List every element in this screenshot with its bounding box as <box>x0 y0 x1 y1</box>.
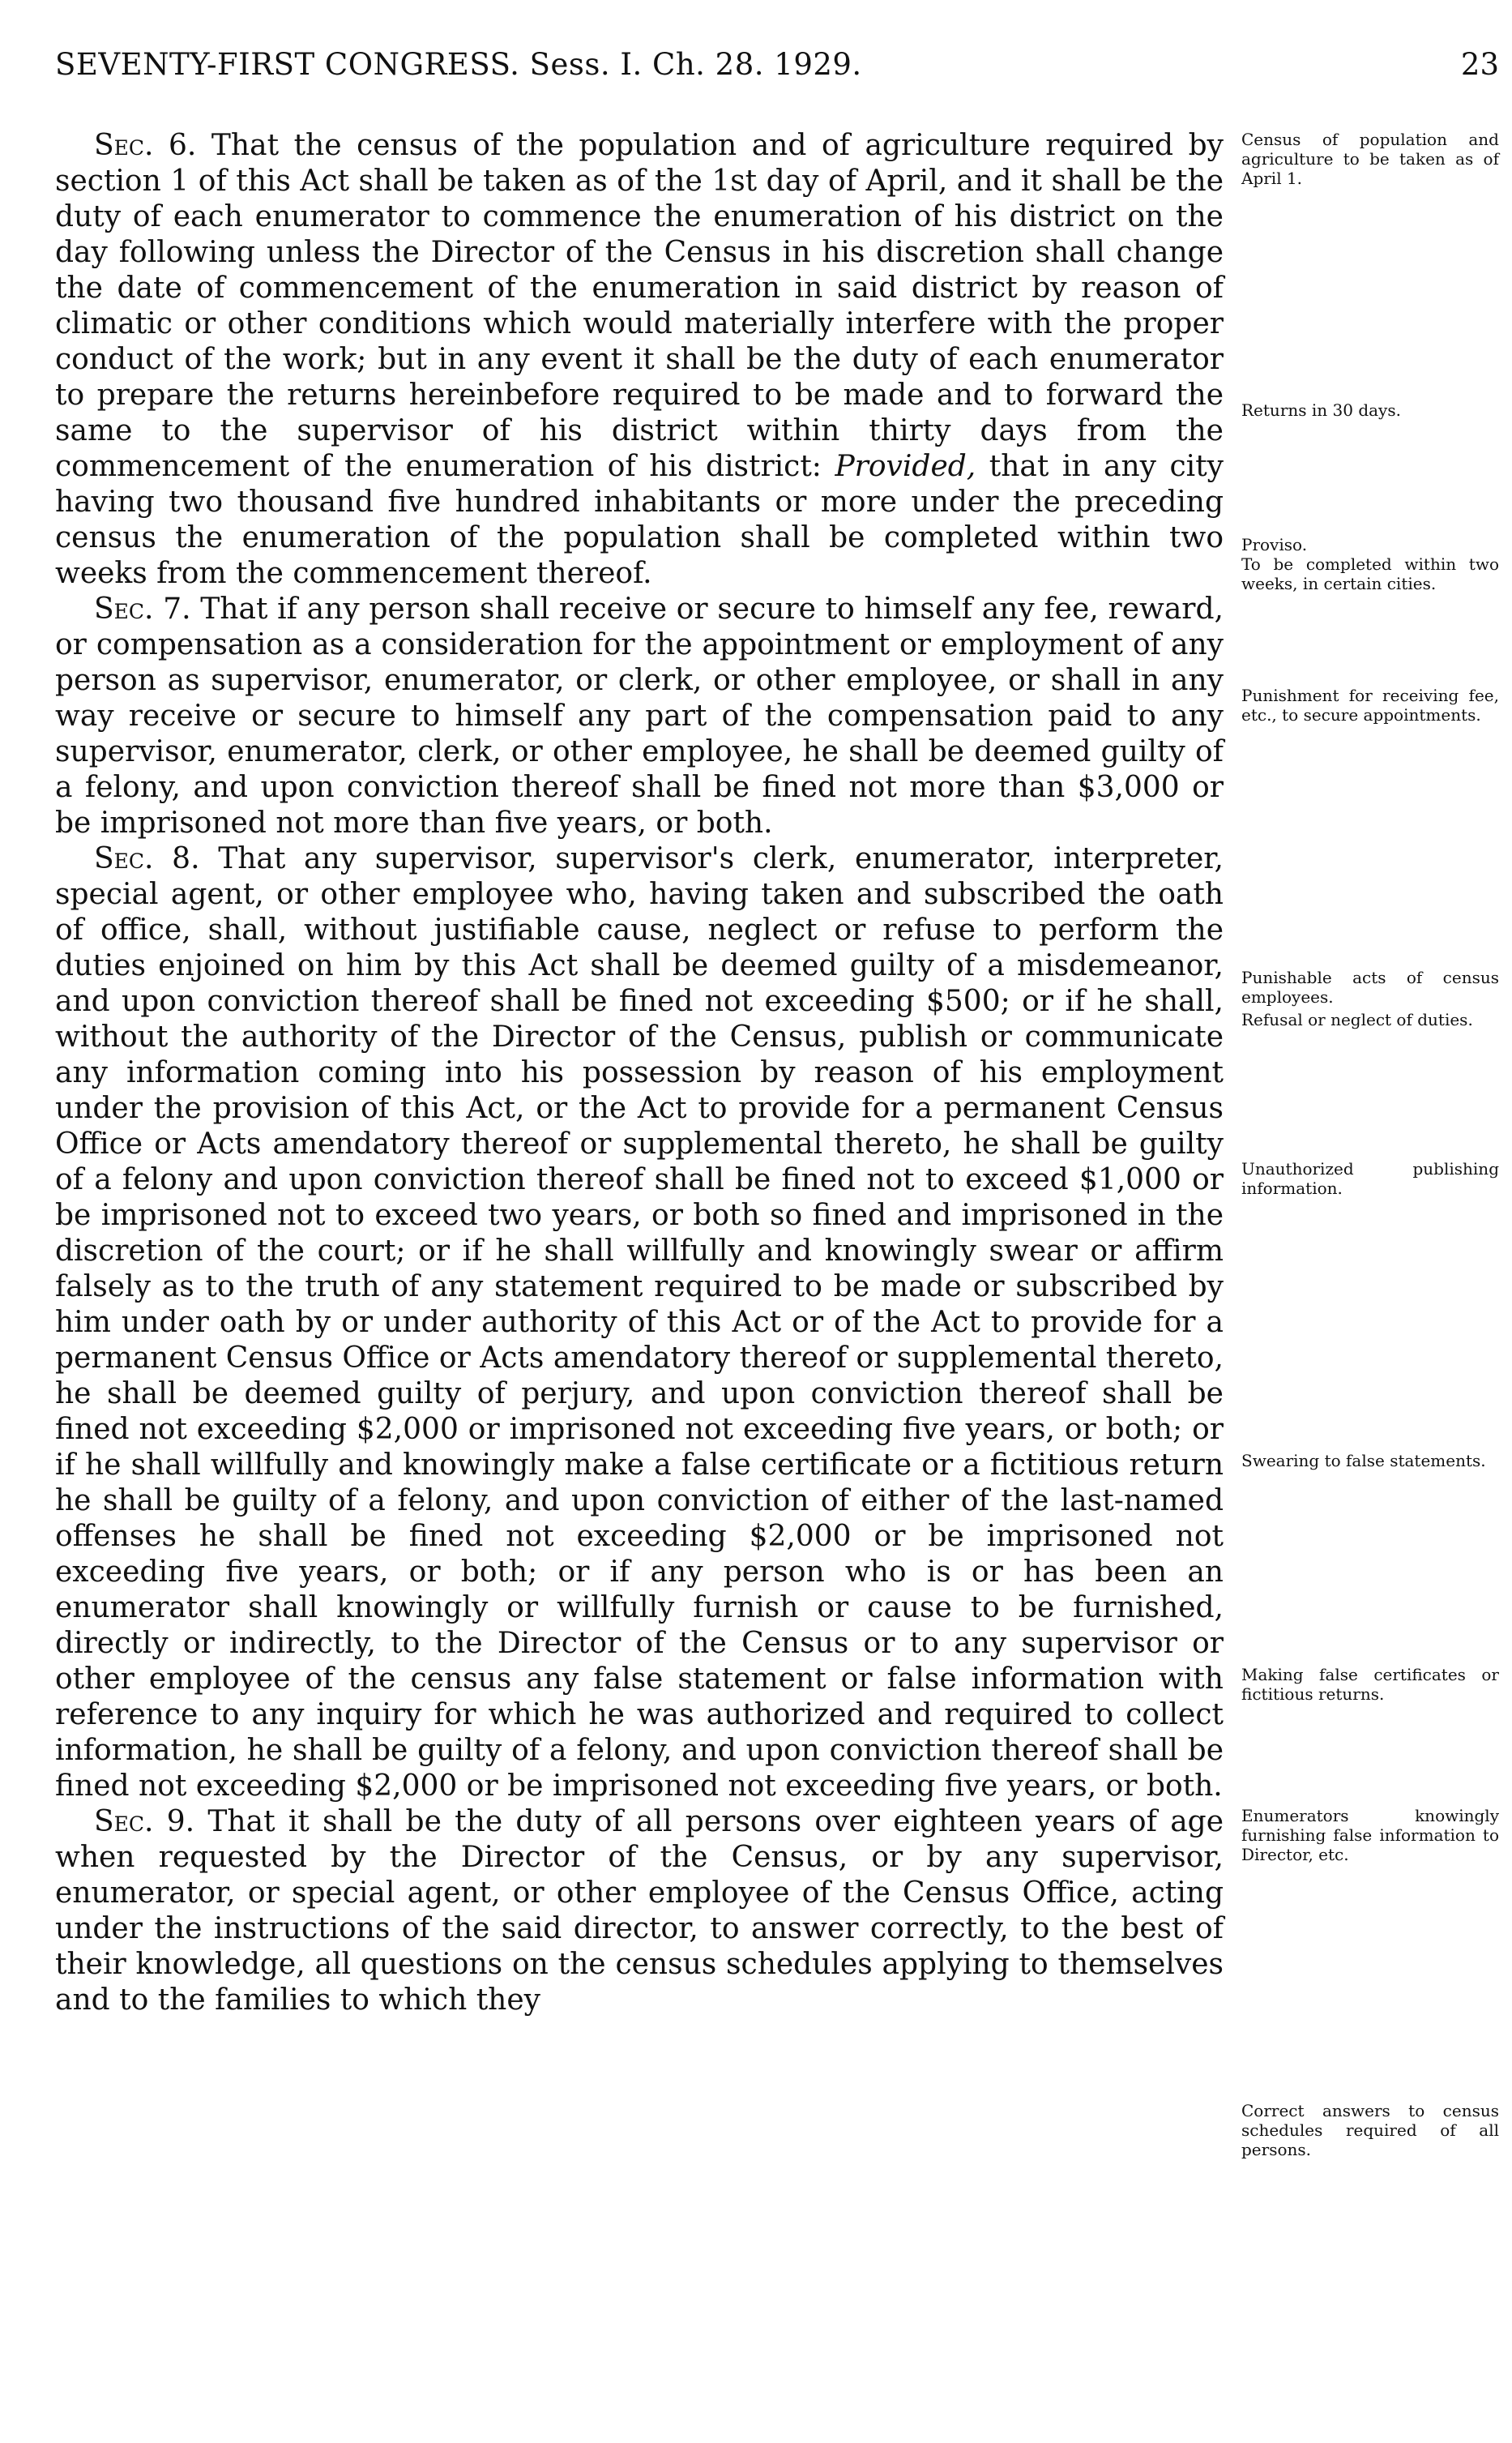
sidenote-returns: Returns in 30 days. <box>1241 400 1401 420</box>
sidenote-proviso-label: Proviso. <box>1241 535 1308 554</box>
section-text: That it shall be the duty of all persons over eighteen years of age when requested by the Director of the Census, or by any supervisor, enumerator, or special agent, or other employee of the Census Office, acting under the instructions of the said director, to answer correctly, to the best of their knowledge, all questions on the census schedules applying to themselves and to the families to which they <box>55 1805 1224 2017</box>
sidenote-unauthorized: Unauthorized publishing information. <box>1241 1159 1499 1198</box>
sidenote-refusal: Refusal or neglect of duties. <box>1241 1010 1473 1029</box>
section-number: Sec. 8. <box>94 842 200 875</box>
sidenote-punishable-acts: Punishable acts of census employees. <box>1241 968 1499 1007</box>
section-text: That any supervisor, supervisor's clerk, enumerator, interpreter, special agent, or other employee who, having taken and subscribed the oath of office, shall, without justifiable cause, neglect or refuse to perform the duties enjoined on him by this Act shall be deemed guilty of a misdemeanor, and upon conviction thereof shall be fined not exceeding $500; or if he shall, without the authority of the Director of the Census, publish or communicate any information coming into his possession by reason of his employment under the provision of this Act, or the Act to provide for a permanent Census Office or Acts amendatory thereof or supplemental thereto, he shall be guilty of a felony and upon conviction thereof shall be fined not to exceed $1,000 or be imprisoned not to exceed two years, or both so fined and imprisoned in the discretion of the court; or if he shall willfully and knowingly swear or affirm falsely as to the truth of any statement required to be made or subscribed by him under oath by or under authority of this Act or of the Act to provide for a permanent Census Office or Acts amendatory thereof or supplemental thereto, he shall be deemed guilty of perjury, and upon conviction thereof shall be fined not exceeding $2,000 or imprisoned not exceeding five years, or both; or if he shall willfully and knowingly make a false certificate or a fictitious return he shall be guilty of a felony, and upon conviction of either of the last-named offenses he shall be fined not exceeding $2,000 or be imprisoned not exceeding five years, or both; or if any person who is or has been an enumerator shall knowingly or willfully furnish or cause to be furnished, directly or indirectly, to the Director of the Census or to any supervisor or other employee of the census any false statement or false information with reference to any inquiry for which he was authorized and required to collect information, he shall be guilty of a felony, and upon conviction thereof shall be fined not exceeding $2,000 or be imprisoned not exceeding five years, or both. <box>55 842 1224 1803</box>
section-6 <box>55 128 1224 592</box>
running-head: SEVENTY-FIRST CONGRESS. Sess. I. Ch. 28. 1929. <box>55 47 862 82</box>
sidenote-enumerators: Enumerators knowingly furnishing false information to Director, etc. <box>1241 1806 1499 1864</box>
section-8 <box>55 841 1224 1804</box>
page-header <box>55 47 1499 96</box>
sidenote-swearing: Swearing to false statements. <box>1241 1451 1486 1470</box>
body-text <box>55 122 1224 2018</box>
proviso-word: Provided, <box>835 450 976 483</box>
section-number: Sec. 6. <box>94 129 197 162</box>
sidenote-punishment: Punishment for receiving fee, etc., to secure appointments. <box>1241 686 1499 725</box>
section-text-continued: that in any city having two thousand five hundred inhabitants or more under the preceding census the enumeration of the population shall be completed within two weeks from the commencement thereof. <box>55 450 1224 590</box>
section-number: Sec. 7. <box>94 593 191 626</box>
section-text: That the census of the population and of agriculture required by section 1 of this Act shall be taken as of the 1st day of April, and it shall be the duty of each enumerator to commence the enumeration of his district on the day following unless the Director of the Census in his discretion shall change the date of commencement of the enumeration in said district by reason of climatic or other conditions which would materially interfere with the proper conduct of the work; but in any event it shall be the duty of each enumerator to prepare the returns hereinbefore required to be made and to forward the same to the supervisor of his district within thirty days from the commencement of the enumeration of his district: <box>55 129 1224 483</box>
section-7 <box>55 592 1224 841</box>
sidenote-false-certificates: Making false certificates or fictitious returns. <box>1241 1665 1499 1704</box>
sidenote-census-date: Census of population and agriculture to be taken as of April 1. <box>1241 130 1499 188</box>
section-number: Sec. 9. <box>94 1805 195 1838</box>
page-number: 23 <box>1460 47 1499 82</box>
sidenote-correct-answers: Correct answers to census schedules required of all persons. <box>1241 2101 1499 2159</box>
section-text: That if any person shall receive or secure to himself any fee, reward, or compensation as a consideration for the appointment or employment of any person as supervisor, enumerator, or clerk, or other employee, or shall in any way receive or secure to himself any part of the compensation paid to any supervisor, enumerator, clerk, or other employee, he shall be deemed guilty of a felony, and upon conviction thereof shall be fined not more than $3,000 or be imprisoned not more than five years, or both. <box>55 593 1224 840</box>
sidenote-proviso-text: To be completed within two weeks, in certain cities. <box>1241 554 1499 593</box>
section-9 <box>55 1804 1224 2018</box>
